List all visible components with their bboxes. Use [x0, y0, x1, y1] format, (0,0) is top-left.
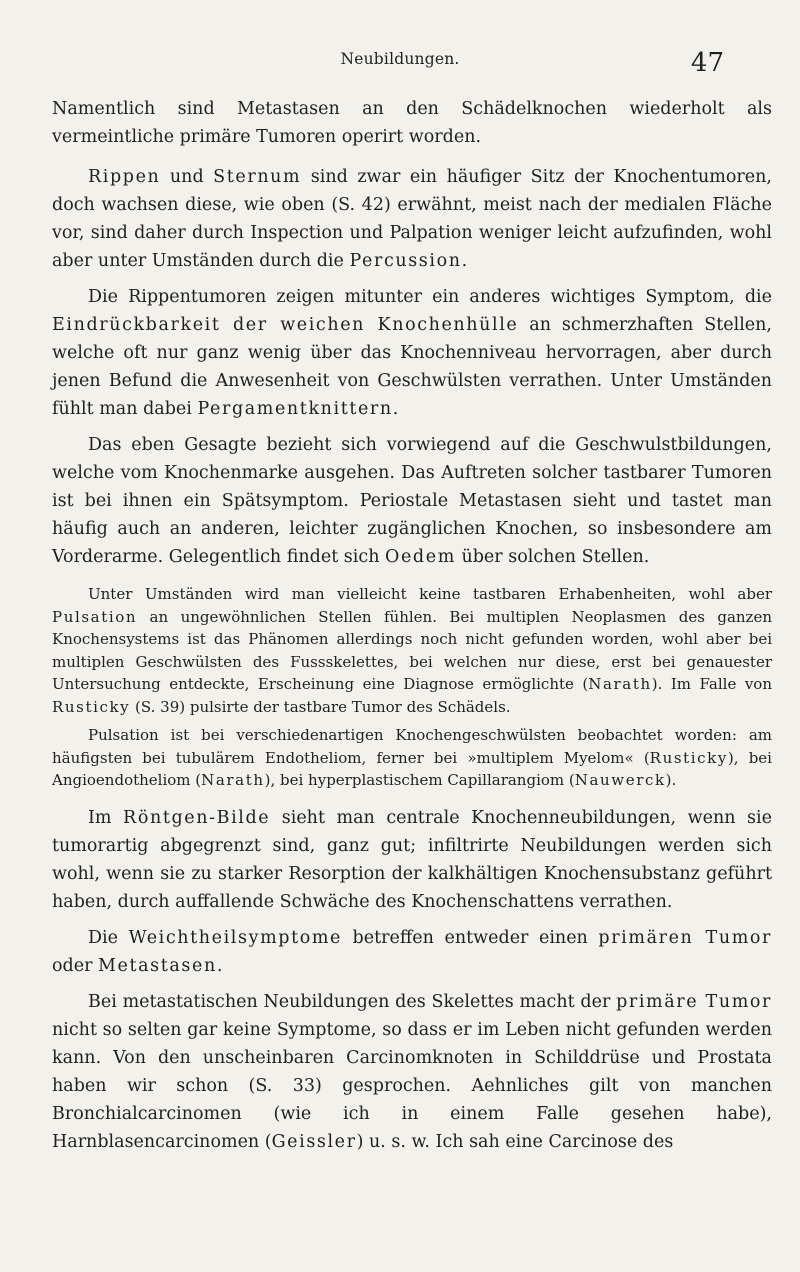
text-run: ), bei Angioendotheliom (	[52, 748, 772, 789]
paragraph-9	[52, 988, 772, 1156]
text-run: sind zwar ein häufiger Sitz der Knochentumoren, doch wachsen diese, wie oben (S. 42) erwähnt, meist nach der medialen Fläche vor, sind daher durch Inspection und Palpation weniger leicht aufzufinden, wohl aber unter Umständen durch die	[52, 167, 772, 271]
text-run: nicht so selten gar keine Symptome, so dass er im Leben nicht gefunden werden kann. Von den unscheinbaren Carcinomknoten in Schilddrüse und Prostata haben wir schon (S. 33) gesprochen. Aehnliches gilt von manchen Bronchialcarcinomen (wie ich in einem Falle gesehen habe), Harnblasencarcinomen (	[52, 1019, 772, 1152]
spaced-emphasis: Sternum	[213, 167, 302, 187]
text-run: betreffen entweder einen	[341, 927, 599, 948]
text-run: an ungewöhnlichen Stellen fühlen. Bei multiplen Neoplasmen des ganzen Knochensystems ist das Phänomen allerdings noch nicht gefunden worden, wohl aber bei multiplen Geschwülsten des Fussskelettes, bei welchen nur diese, erst bei genauester Untersuchung entdeckte, Erscheinung eine Diagnose ermöglichte (	[52, 607, 772, 693]
text-run: ) u. s. w. Ich sah eine Carcinose des	[356, 1131, 674, 1152]
text-run: Unter Umständen wird man vielleicht keine tastbaren Erhabenheiten, wohl aber	[88, 585, 772, 603]
spaced-emphasis: primären Tumor	[598, 927, 772, 948]
spaced-emphasis: Percussion	[349, 251, 462, 271]
text-run: und	[160, 167, 214, 187]
paragraph-1	[52, 95, 772, 151]
spaced-emphasis: Metastasen	[98, 955, 217, 976]
spaced-emphasis: Weichtheilsymptome	[128, 927, 342, 948]
text-run: Bei metastatischen Neubildungen des Skelettes macht der	[88, 991, 617, 1012]
spaced-emphasis: Nauwerck	[574, 771, 666, 789]
text-run: über solchen Stellen.	[455, 547, 650, 567]
text-run: .	[392, 399, 399, 419]
text-run: Im	[88, 807, 124, 828]
text-run: sieht man centrale Knochenneubildungen, wenn sie tumorartig abgegrenzt sind, ganz gut; infiltrirte Neubildungen werden sich wohl, wenn sie zu starker Resorption der kalkhältigen Knochensubstanz geführt haben, durch auffallende Schwäche des Knochenschattens verrathen.	[52, 807, 772, 912]
spaced-emphasis: Narath	[201, 771, 265, 789]
text-run: (S. 39) pulsirte der tastbare Tumor des Schädels.	[130, 697, 511, 716]
spaced-emphasis: Narath	[588, 675, 652, 693]
text-run: .	[216, 955, 223, 976]
spaced-emphasis: Rusticky	[649, 748, 728, 767]
spaced-emphasis: Rippen	[88, 167, 161, 187]
page-header	[0, 48, 800, 88]
spaced-emphasis: Geissler	[271, 1131, 357, 1152]
paragraph-4	[52, 431, 772, 571]
page-number: 47	[690, 48, 724, 78]
spaced-emphasis: primäre Tumor	[616, 991, 772, 1012]
text-run: Die	[88, 927, 129, 948]
spaced-emphasis: Röntgen-Bilde	[123, 807, 271, 828]
text-run: Die Rippentumoren zeigen mitunter ein anderes wichtiges Symptom, die	[88, 287, 772, 307]
text-run: Namentlich sind Metastasen an den Schädelknochen wiederholt als vermeintliche primäre Tumoren operirt worden.	[52, 99, 772, 147]
text-run: oder	[52, 955, 99, 976]
paragraph-7	[52, 804, 772, 916]
text-run: ).	[665, 771, 677, 789]
spaced-emphasis: Pergamentknittern	[197, 399, 393, 419]
paragraph-8	[52, 924, 772, 980]
paragraph-6	[52, 724, 772, 792]
paragraph-3	[52, 283, 772, 423]
text-run: ). Im Falle von	[651, 675, 773, 693]
paragraph-5	[52, 583, 772, 718]
text-run: ), bei hyperplastischem Capillarangiom (	[264, 771, 575, 789]
spaced-emphasis: Oedem	[385, 547, 456, 567]
spaced-emphasis: Eindrückbarkeit der weichen Knochenhülle	[52, 315, 519, 335]
body-text	[52, 95, 772, 1156]
text-run: an schmerzhaften Stellen, welche oft nur ganz wenig über das Knochenniveau hervorragen, aber durch jenen Befund die Anwesenheit von Geschwülsten verrathen. Unter Umständen fühlt man dabei	[52, 315, 772, 419]
text-run: .	[461, 251, 468, 271]
text-run: Das eben Gesagte bezieht sich vorwiegend auf die Geschwulstbildungen, welche vom Knochenmarke ausgehen. Das Auftreten solcher tastbarer Tumoren ist bei ihnen ein Spätsymptom. Periostale Metastasen sieht und tastet man häufig auch an anderen, leichter zugänglichen Knochen, so insbesondere am Vorderarme. Gelegentlich findet sich	[52, 435, 772, 567]
running-title: Neubildungen.	[340, 50, 460, 68]
text-run: Pulsation ist bei verschiedenartigen Knochengeschwülsten beobachtet worden: am häufigsten bei tubulärem Endotheliom, ferner bei »multiplem Myelom« (	[52, 726, 772, 767]
spaced-emphasis: Rusticky	[52, 697, 131, 716]
spaced-emphasis: Pulsation	[52, 607, 138, 626]
paragraph-2	[52, 163, 772, 275]
